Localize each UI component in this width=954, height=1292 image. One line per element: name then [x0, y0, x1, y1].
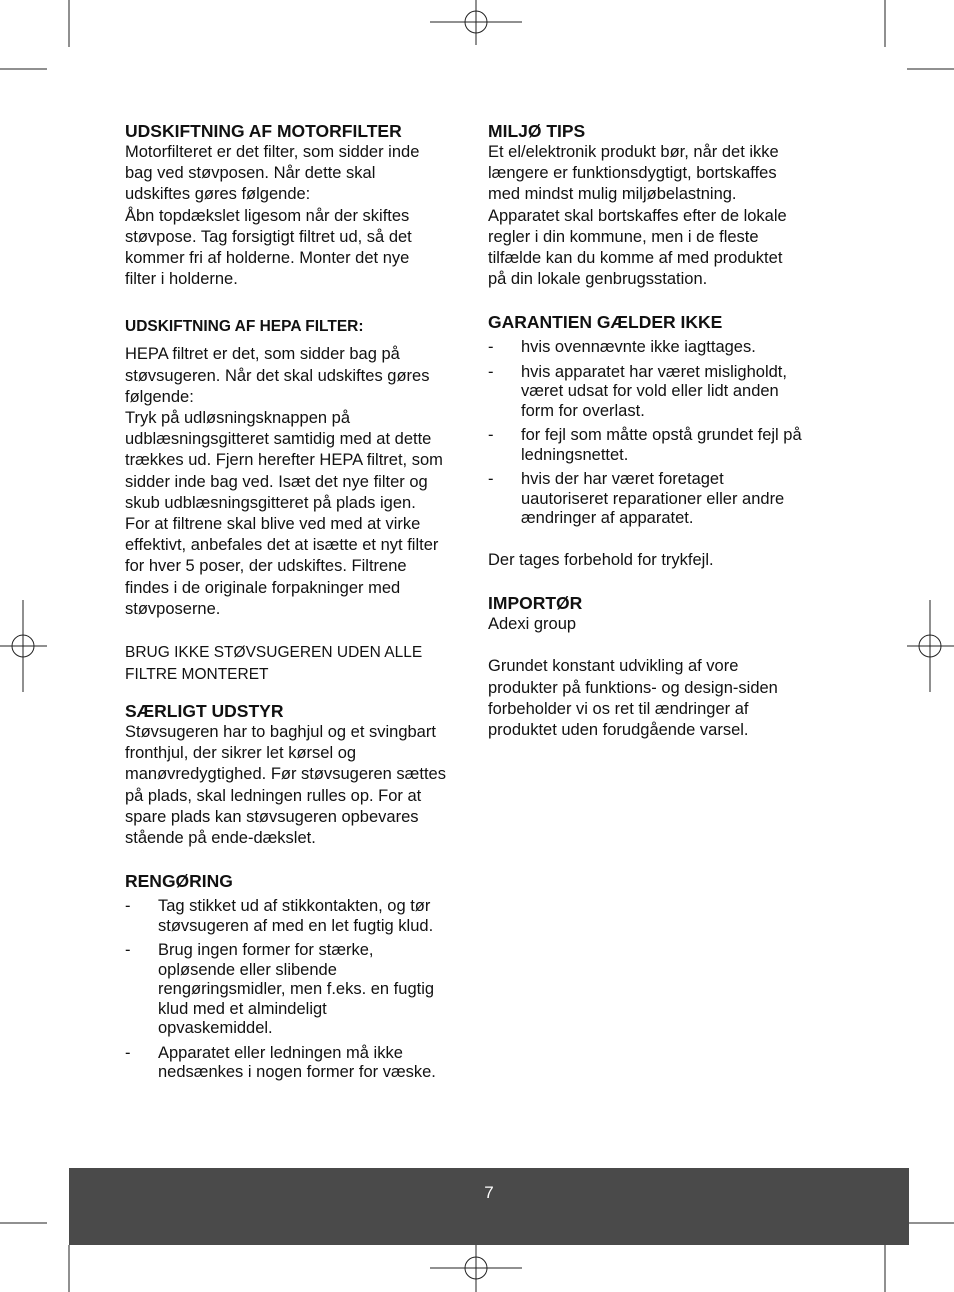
list-item: - Tag stikket ud af stikkontakten, og tør støvsugeren af med en let fugtig klud.	[125, 897, 470, 936]
text-line: fronthjul, der sikrer let kørsel og	[125, 744, 357, 763]
list-item: - hvis ovennævnte ikke iagttages.	[488, 338, 833, 358]
print-disclaimer: Der tages forbehold for trykfejl.	[488, 550, 714, 569]
text-line: stående på ende-dækslet.	[125, 829, 316, 848]
text-line: støvpose. Tag forsigtigt filtret ud, så det	[125, 227, 412, 246]
text-line: trækkes ud. Fjern herefter HEPA filtret, som	[125, 451, 443, 470]
text-line: HEPA filtret er det, som sidder bag på	[125, 345, 400, 364]
text-line: Støvsugeren har to baghjul og et svingbart	[125, 723, 436, 742]
warranty-list	[488, 338, 833, 529]
text-line: For at filtrene skal blive ved med at virke	[125, 515, 421, 534]
text-line: manøvredygtighed. Før støvsugeren sættes	[125, 765, 446, 784]
importer-name: Adexi group	[488, 615, 577, 634]
text-line: Grundet konstant udvikling af vore	[488, 657, 739, 676]
text-line: støvposerne.	[125, 599, 221, 618]
text-line: bag ved støvposen. Når dette skal	[125, 164, 376, 183]
warranty-heading: GARANTIEN GÆLDER IKKE	[488, 312, 723, 333]
list-item: - Brug ingen former for stærke, opløsende eller slibende rengøringsmidler, men f.eks. en fugtig klud med et almindeligt opvaskemiddel.	[125, 941, 470, 1039]
warning-line: FILTRE MONTERET	[125, 666, 269, 684]
text-line: Apparatet skal bortskaffes efter de lokale	[488, 206, 787, 225]
text-line: på din lokale genbrugsstation.	[488, 270, 708, 289]
text-line: produkter på funktions- og design-siden	[488, 678, 778, 697]
text-line: skub udblæsningsgitteret på plads igen.	[125, 493, 416, 512]
text-line: Tryk på udløsningsknappen på	[125, 409, 351, 428]
text-line: for hver 5 poser, der udskiftes. Filtrene	[125, 557, 407, 576]
equipment-text	[125, 722, 470, 849]
registration-mark-top	[430, 0, 522, 45]
text-line: regler i din kommune, men i de fleste	[488, 227, 759, 246]
text-line: på plads, skal ledningen rulles op. For at	[125, 786, 422, 805]
list-item: - hvis der har været foretaget uautoriseret reparationer eller andre ændringer af apparatet.	[488, 470, 833, 529]
text-line: sidder inde bag ved. Isæt det nye filter og	[125, 472, 428, 491]
text-line: Et el/elektronik produkt bør, når det ikke	[488, 143, 779, 161]
cleaning-list	[125, 897, 470, 1083]
page-number: 7	[484, 1183, 494, 1202]
product-notice	[488, 656, 833, 741]
text-line: kommer fri af holderne. Monter det nye	[125, 249, 410, 268]
text-line: effektivt, anbefales det at isætte et nyt filter	[125, 536, 439, 555]
importer-heading: IMPORTØR	[488, 593, 583, 614]
equipment-heading: SÆRLIGT UDSTYR	[125, 701, 284, 722]
text-line: udblæsningsgitteret samtidig med at dette	[125, 430, 432, 449]
text-line: produktet uden forudgående varsel.	[488, 720, 749, 739]
text-line: Åbn topdækslet ligesom når der skiftes	[125, 206, 410, 225]
text-line: med mindst mulig miljøbelastning.	[488, 185, 737, 204]
text-line: filter i holderne.	[125, 270, 238, 289]
registration-mark-right	[907, 600, 954, 692]
page-footer	[69, 1168, 909, 1245]
list-item: - Apparatet eller ledningen må ikke nedsænkes i nogen former for væske.	[125, 1044, 470, 1083]
env-tips-text	[488, 142, 833, 290]
cleaning-heading: RENGØRING	[125, 871, 233, 892]
right-column	[488, 121, 833, 741]
motorfilter-heading: UDSKIFTNING AF MOTORFILTER	[125, 121, 402, 141]
left-column	[125, 121, 470, 1088]
text-line: tilfælde kan du komme af med produktet	[488, 249, 783, 268]
text-line: udskiftes gøres følgende:	[125, 185, 311, 204]
registration-mark-left	[0, 600, 47, 692]
list-item: - for fejl som måtte opstå grundet fejl på ledningsnettet.	[488, 426, 833, 465]
hepa-text	[125, 344, 470, 620]
text-line: følgende:	[125, 387, 194, 406]
motorfilter-text	[125, 142, 470, 290]
list-item: - hvis apparatet har været misligholdt, været udsat for vold eller lidt anden form for overlast.	[488, 363, 833, 422]
registration-mark-bottom	[430, 1245, 522, 1292]
env-tips-heading: MILJØ TIPS	[488, 121, 586, 141]
warning-line: BRUG IKKE STØVSUGEREN UDEN ALLE	[125, 644, 423, 662]
text-line: længere er funktionsdygtigt, bortskaffes	[488, 164, 777, 183]
text-line: forbeholder vi os ret til ændringer af	[488, 699, 749, 718]
text-line: støvsugeren. Når det skal udskiftes gøres	[125, 366, 430, 385]
text-line: spare plads kan støvsugeren opbevares	[125, 807, 419, 826]
text-line: Motorfilteret er det filter, som sidder inde	[125, 143, 420, 161]
hepa-heading: UDSKIFTNING AF HEPA FILTER:	[125, 318, 364, 336]
text-line: findes i de originale forpakninger med	[125, 578, 401, 597]
filter-warning	[125, 642, 470, 686]
